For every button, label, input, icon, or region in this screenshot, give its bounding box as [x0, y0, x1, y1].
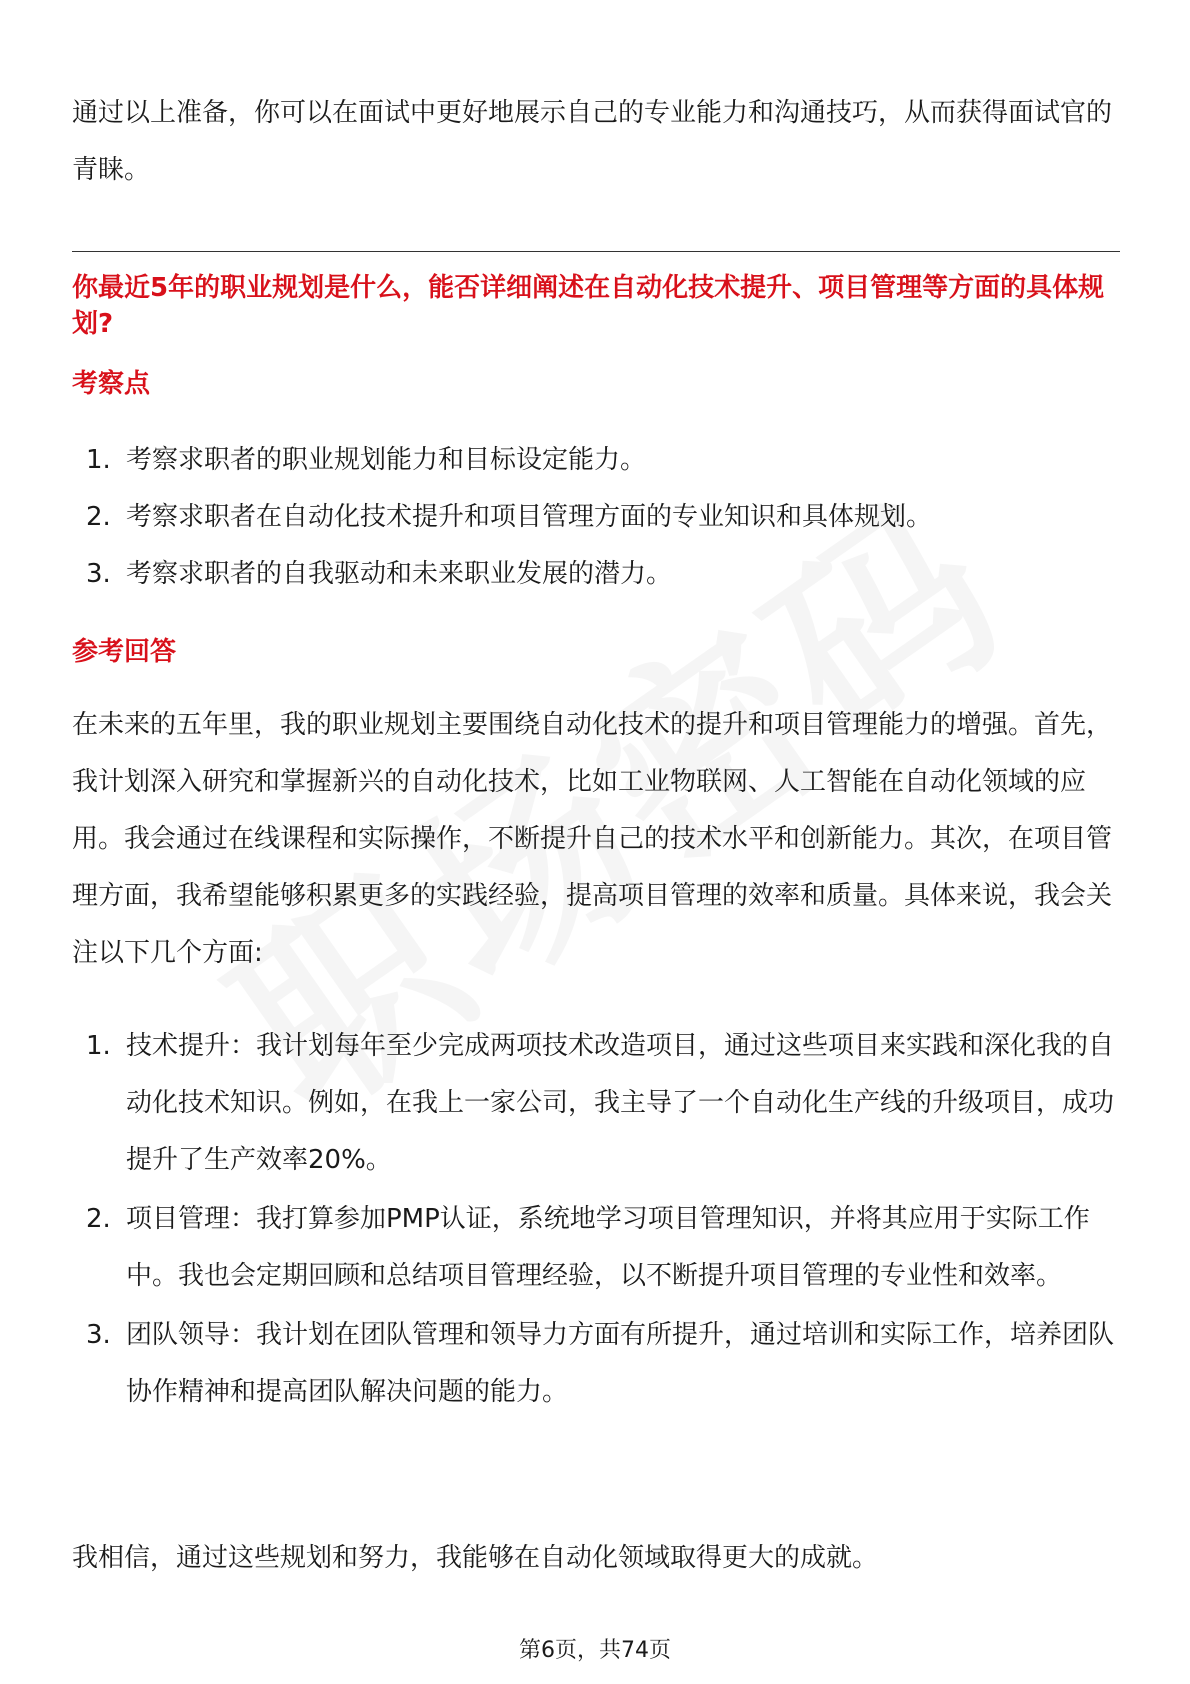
list-text: 团队领导：我计划在团队管理和领导力方面有所提升，通过培训和实际工作，培养团队协作精神和提高团队解决问题的能力。	[126, 1320, 1115, 1407]
closing-paragraph: 我相信，通过这些规划和努力，我能够在自动化领域取得更大的成就。	[72, 1543, 879, 1573]
list-number: 2.	[86, 502, 111, 532]
section-divider	[72, 251, 1120, 252]
list-item	[72, 1307, 1120, 1421]
points-list	[72, 432, 1120, 603]
list-number: 3.	[86, 1320, 111, 1350]
list-number: 1.	[86, 445, 111, 475]
list-item	[72, 546, 1120, 603]
page-footer: 第6页，共74页	[519, 1638, 671, 1663]
answer-paragraph: 在未来的五年里，我的职业规划主要围绕自动化技术的提升和项目管理能力的增强。首先，我计划深入研究和掌握新兴的自动化技术，比如工业物联网、人工智能在自动化领域的应用。我会通过在线课程和实际操作，不断提升自己的技术水平和创新能力。其次，在项目管理方面，我希望能够积累更多的实践经验，提高项目管理的效率和质量。具体来说，我会关注以下几个方面:	[72, 710, 1113, 968]
list-text: 考察求职者的职业规划能力和目标设定能力。	[126, 445, 647, 475]
list-item	[72, 489, 1120, 546]
list-number: 2.	[86, 1204, 111, 1234]
list-number: 3.	[86, 559, 111, 589]
question-heading: 你最近5年的职业规划是什么，能否详细阐述在自动化技术提升、项目管理等方面的具体规划?	[72, 273, 1105, 339]
intro-paragraph: 通过以上准备，你可以在面试中更好地展示自己的专业能力和沟通技巧，从而获得面试官的青睐。	[72, 98, 1113, 185]
list-number: 1.	[86, 1031, 111, 1061]
plan-list	[72, 1018, 1120, 1421]
points-heading: 考察点	[72, 369, 151, 399]
list-item	[72, 1018, 1120, 1189]
list-item	[72, 432, 1120, 489]
list-item	[72, 1191, 1120, 1305]
list-text: 项目管理：我打算参加PMP认证，系统地学习项目管理知识，并将其应用于实际工作中。我也会定期回顾和总结项目管理经验，以不断提升项目管理的专业性和效率。	[126, 1204, 1090, 1291]
answer-heading: 参考回答	[72, 637, 177, 667]
list-text: 技术提升：我计划每年至少完成两项技术改造项目，通过这些项目来实践和深化我的自动化技术知识。例如，在我上一家公司，我主导了一个自动化生产线的升级项目，成功提升了生产效率20%。	[126, 1031, 1115, 1175]
list-text: 考察求职者在自动化技术提升和项目管理方面的专业知识和具体规划。	[126, 502, 933, 532]
list-text: 考察求职者的自我驱动和未来职业发展的潜力。	[126, 559, 673, 589]
